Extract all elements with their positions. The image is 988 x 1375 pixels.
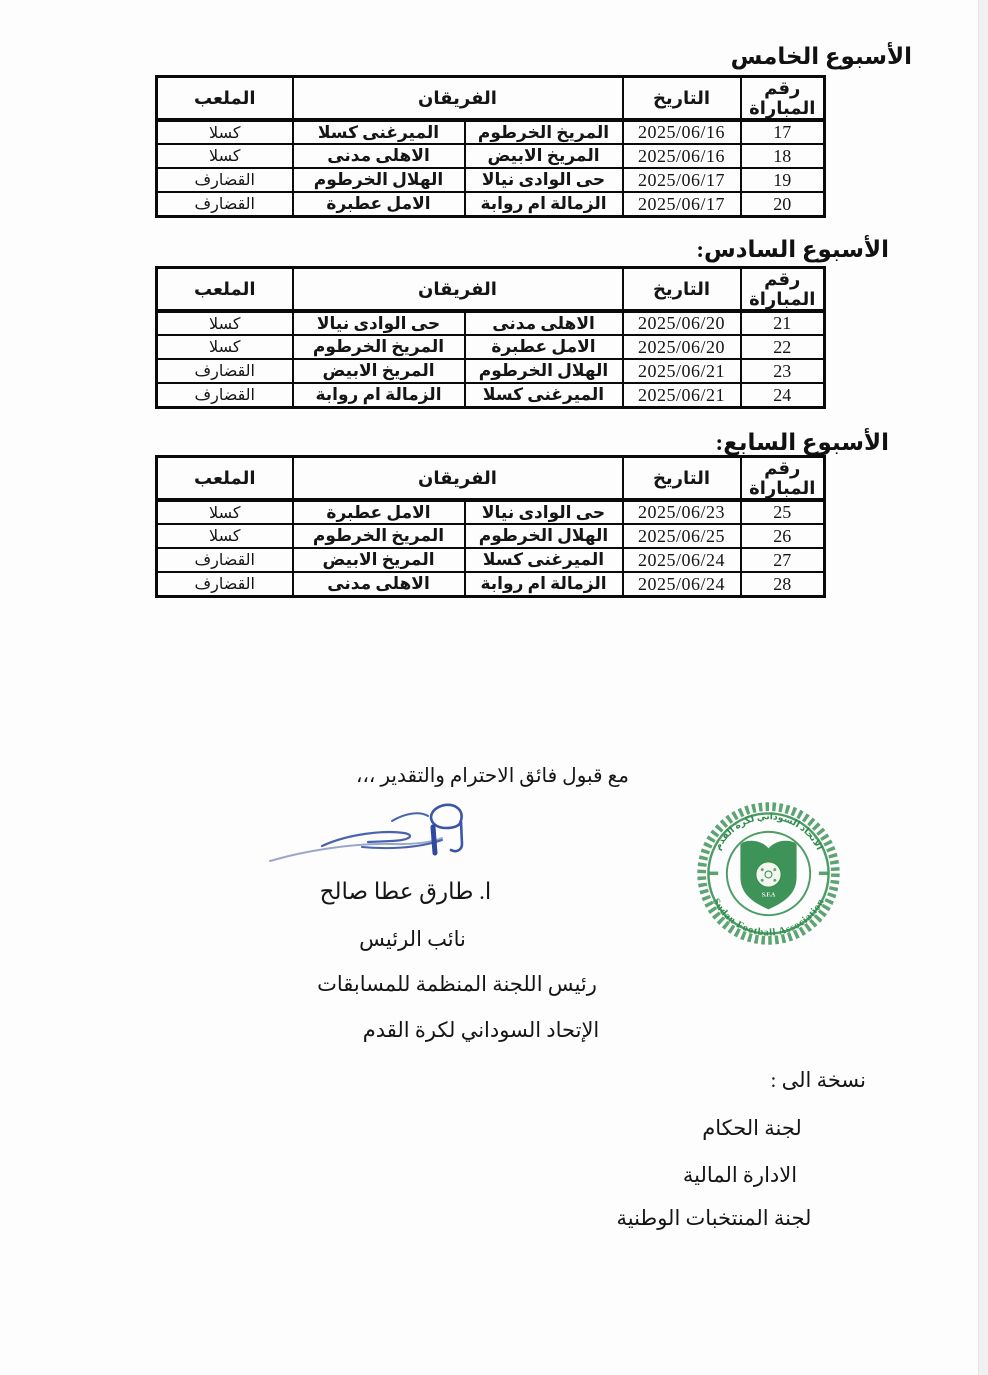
venue-cell: كسلا [157,335,293,359]
team-b-cell: الزمالة ام روابة [293,383,465,407]
team-a-cell: المريخ الابيض [465,144,623,168]
match-row [157,572,825,596]
team-b-cell: الهلال الخرطوم [293,168,465,192]
match-number-cell: 24 [741,383,825,407]
venue-cell: القضارف [157,359,293,383]
schedule-table [155,75,826,218]
match-number-cell: 27 [741,548,825,572]
venue-cell: القضارف [157,192,293,216]
match-date-cell: 2025/06/23 [623,500,741,524]
stamp-football [756,862,781,887]
team-b-cell: حى الوادى نيالا [293,311,465,335]
match-row [157,192,825,216]
match-row [157,120,825,144]
schedule-table [155,266,826,409]
col-header-teams: الفريقان [293,268,623,312]
team-b-cell: المريخ الخرطوم [293,335,465,359]
week-title: الأسبوع السابع: [715,430,889,455]
match-row [157,359,825,383]
team-a-cell: المريخ الخرطوم [465,120,623,144]
col-header-teams: الفريقان [293,77,623,121]
col-header-venue: الملعب [157,457,293,501]
copy-to-item-referees-committee: لجنة الحكام [702,1116,802,1140]
team-a-cell: حى الوادى نيالا [465,168,623,192]
match-number-cell: 19 [741,168,825,192]
venue-cell: كسلا [157,500,293,524]
col-header-date: التاريخ [623,268,741,312]
venue-cell: كسلا [157,120,293,144]
team-b-cell: الاهلى مدنى [293,572,465,596]
col-header-venue: الملعب [157,77,293,121]
venue-cell: القضارف [157,383,293,407]
scan-edge-artifact [978,0,988,1375]
match-number-cell: 28 [741,572,825,596]
match-number-cell: 17 [741,120,825,144]
col-header-match-number: رقم المباراة [741,268,825,312]
team-b-cell: الاهلى مدنى [293,144,465,168]
match-number-cell: 21 [741,311,825,335]
schedule-table [155,455,826,598]
header-row [157,457,825,501]
venue-cell: القضارف [157,168,293,192]
team-a-cell: الهلال الخرطوم [465,524,623,548]
team-a-cell: الزمالة ام روابة [465,572,623,596]
team-a-cell: حى الوادى نيالا [465,500,623,524]
col-header-date: التاريخ [623,77,741,121]
venue-cell: كسلا [157,311,293,335]
match-number-cell: 20 [741,192,825,216]
team-a-cell: الاهلى مدنى [465,311,623,335]
match-number-cell: 23 [741,359,825,383]
handwritten-signature [264,799,496,869]
col-header-match-number: رقم المباراة [741,77,825,121]
col-header-match-number: رقم المباراة [741,457,825,501]
copy-to-item-national-teams-committee: لجنة المنتخبات الوطنية [616,1206,812,1230]
match-row [157,524,825,548]
match-row [157,168,825,192]
venue-cell: كسلا [157,524,293,548]
match-row [157,311,825,335]
match-row [157,500,825,524]
venue-cell: كسلا [157,144,293,168]
stamp-abbr-text: S.F.A [761,892,776,899]
team-b-cell: المريخ الابيض [293,548,465,572]
match-row [157,383,825,407]
copy-to-item-financial-admin: الادارة المالية [682,1163,798,1187]
team-a-cell: الامل عطبرة [465,335,623,359]
week-title: الأسبوع السادس: [696,237,889,262]
match-date-cell: 2025/06/20 [623,311,741,335]
team-b-cell: المريخ الابيض [293,359,465,383]
match-date-cell: 2025/06/17 [623,168,741,192]
match-number-cell: 22 [741,335,825,359]
col-header-venue: الملعب [157,268,293,312]
team-a-cell: الهلال الخرطوم [465,359,623,383]
match-date-cell: 2025/06/21 [623,359,741,383]
match-date-cell: 2025/06/16 [623,120,741,144]
match-row [157,335,825,359]
match-row [157,144,825,168]
team-a-cell: الميرغنى كسلا [465,383,623,407]
sfa-stamp [691,796,846,951]
venue-cell: القضارف [157,572,293,596]
col-header-teams: الفريقان [293,457,623,501]
match-date-cell: 2025/06/17 [623,192,741,216]
team-b-cell: الميرغنى كسلا [293,120,465,144]
stamp-english-arc-text: Sudan Football Association [710,896,827,939]
venue-cell: القضارف [157,548,293,572]
team-b-cell: الامل عطبرة [293,500,465,524]
signatory-name: ا. طارق عطا صالح [319,879,492,904]
match-date-cell: 2025/06/16 [623,144,741,168]
closing-salutation: مع قبول فائق الاحترام والتقدير ،،، [356,765,629,787]
match-date-cell: 2025/06/20 [623,335,741,359]
team-b-cell: المريخ الخرطوم [293,524,465,548]
col-header-date: التاريخ [623,457,741,501]
signatory-org-name: الإتحاد السوداني لكرة القدم [362,1018,600,1042]
match-date-cell: 2025/06/25 [623,524,741,548]
match-date-cell: 2025/06/24 [623,548,741,572]
match-row [157,548,825,572]
match-date-cell: 2025/06/21 [623,383,741,407]
match-number-cell: 26 [741,524,825,548]
match-date-cell: 2025/06/24 [623,572,741,596]
team-a-cell: الزمالة ام روابة [465,192,623,216]
stamp-arabic-arc-text: الاتحاد السوداني لكرة القدم [712,811,825,852]
match-number-cell: 25 [741,500,825,524]
header-row [157,77,825,121]
signatory-title-vice-president: نائب الرئيس [359,927,466,951]
signatory-title-committee-head: رئيس اللجنة المنظمة للمسابقات [317,972,597,996]
header-row [157,268,825,312]
team-b-cell: الامل عطبرة [293,192,465,216]
copy-to-label: نسخة الى : [770,1068,866,1092]
team-a-cell: الميرغنى كسلا [465,548,623,572]
week-title: الأسبوع الخامس [730,44,912,69]
match-number-cell: 18 [741,144,825,168]
